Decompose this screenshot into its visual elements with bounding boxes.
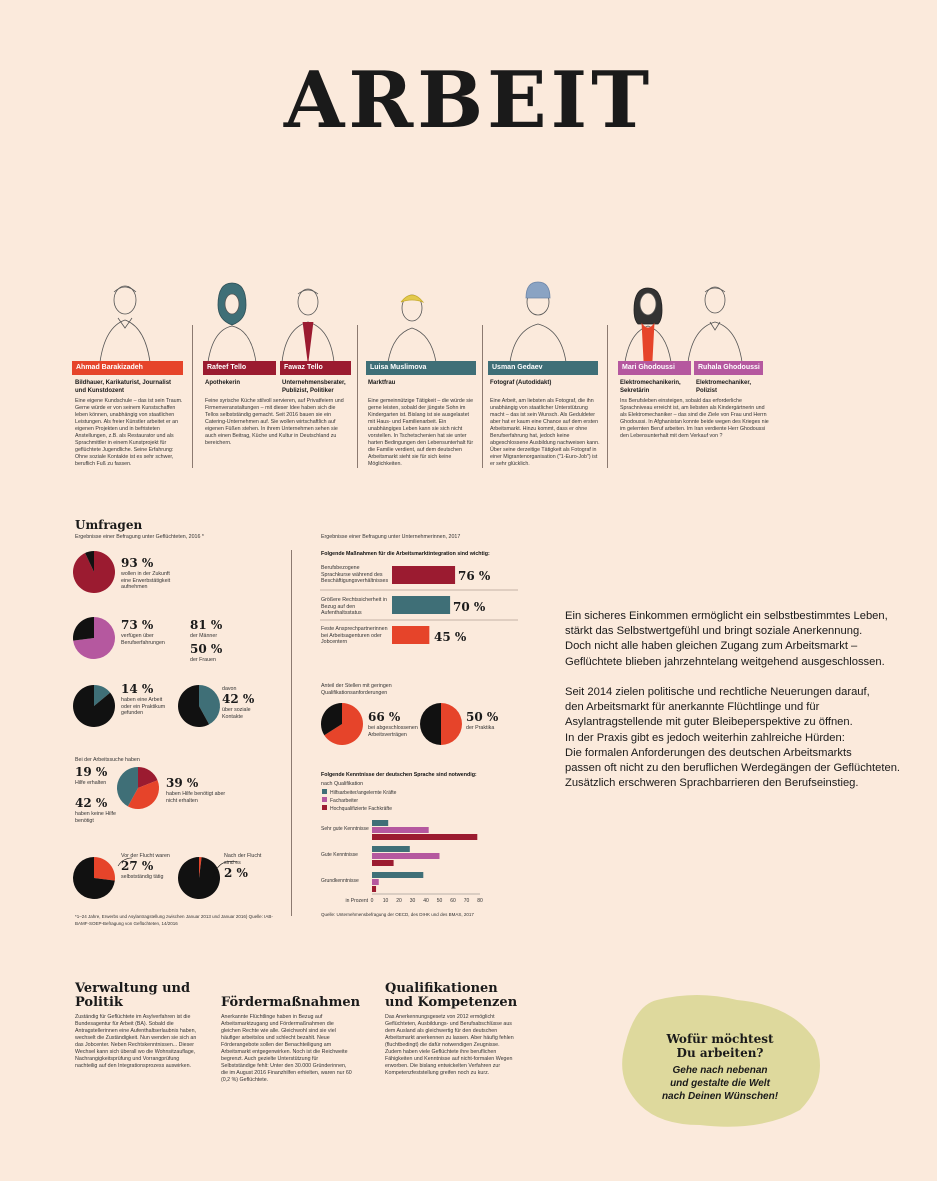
role-ahmad: Bildhauer, Karikaturist, Journalist und Kunstdozent xyxy=(75,380,172,394)
role-fawaz: Unternehmensberater, Publizist, Politiker xyxy=(282,380,346,394)
legend-swatch xyxy=(322,805,327,810)
x-tick-label: 0 xyxy=(370,898,374,904)
lead-line: Seit 2014 zielen politische und rechtliche Neuerungen darauf, xyxy=(565,686,870,699)
x-tick-label: 70 xyxy=(463,898,470,904)
source2: Quelle: Unternehmensbefragung der OECD, des DIHK und des BMAS, 2017 xyxy=(321,912,474,917)
legend-label: Hochqualifizierte Fachkräfte xyxy=(330,806,392,812)
name-fawaz: Fawaz Tello xyxy=(280,361,351,375)
lead-line: passen oft nicht zu den beruflichen Werdegängen der Geflüchteten. xyxy=(565,762,901,775)
pie-27 xyxy=(94,857,115,881)
measure-bar xyxy=(392,566,455,584)
lang-bar xyxy=(372,827,429,833)
language-bar-chart xyxy=(316,786,516,906)
portrait-illustrations xyxy=(60,280,880,362)
stat-label: haben eine Arbeit oder ein Praktikum gefunden xyxy=(121,697,166,716)
umfragen-right-subtitle: Ergebnisse einer Befragung unter Unternehmerinnen, 2017 xyxy=(321,534,461,540)
stat-label: haben keine Hilfe benötigt xyxy=(75,811,116,824)
section-verwaltung-text: Zuständig für Geflüchtete im Asylverfahren ist die Bundesagentur für Arbeit (BA). Sobald die Antragstellerinnen eine Aufenthaltserlaubnis haben, wechselt die Zuständigkeit. Nun wenden sie sich an das Jobcenter. Neben Rechtskenntnissen... Dieser Wechsel kann sich überall wo die Wohnsitzauflage, Nachrangigkeitsprüfung und Vorrangprüfung nachteilig auf den Integrationsprozess auswirken. xyxy=(75,1014,197,1069)
lang-title: Folgende Kenntnisse der deutschen Sprache sind notwendig: xyxy=(321,772,477,778)
portrait-ruhala xyxy=(688,287,742,362)
bio-ghodoussi: Ins Berufsleben einsteigen, sobald das erforderliche Sprachniveau erreicht ist, am liebsten als Kindergärtnerin und als Elektromechaniker – das sind die Ziele von Frau und Herrn Ghodoussi. In Afghanistan konnte beide wegen des Krieges nie im gelernten Beruf arbeiten. Im Iran verdiente Herr Ghodoussi den Lebensunterhalt mit dem Verkauf von ? xyxy=(620,398,769,439)
x-tick-label: 20 xyxy=(396,898,402,904)
x-tick-label: 10 xyxy=(382,898,389,904)
stat-label: der Männer xyxy=(190,633,218,639)
pie-73 xyxy=(73,617,94,641)
bubble-answer: Gehe nach nebenan und gestalte die Welt nach Deinen Wünschen! xyxy=(661,1065,779,1102)
speech-bubble xyxy=(617,995,827,1130)
lang-bar xyxy=(372,846,410,852)
stat-pct: 50 % xyxy=(190,642,223,656)
quali-label: der Praktika xyxy=(466,725,495,731)
portrait-luisa xyxy=(388,295,436,362)
name-usman: Usman Gedaev xyxy=(488,361,598,375)
pie-50 xyxy=(420,703,441,745)
section-foerder-text: Anerkannte Flüchtlinge haben in Bezug auf Arbeitsmarktzugang und Fördermaßnahmen die gleichen Rechte wie alle. Gleichwohl sind sie viel häufiger arbeitslos und schlecht bezahlt. Neue Förderangebote sollen der Benachteiligung am Arbeitsmarkt entgegenwirken. Noch ist die Reichweite begrenzt. Auch gezielte Unterstützung für Selbstständige fehlt: Unter den 30.000 Gründerinnen, die im August 2016 Finanzhilfen erhielten, waren nur 60 (0,2 %) Geflüchtete. xyxy=(221,1014,352,1083)
separator xyxy=(607,325,608,468)
section-quali-title: Qualifikationen und Kompetenzen xyxy=(385,981,518,1010)
name-ruhala: Ruhala Ghodoussi xyxy=(694,361,763,375)
name-luisa: Luisa Muslimova xyxy=(366,361,476,375)
legend-swatch xyxy=(322,789,327,794)
lead-line xyxy=(565,670,925,685)
quali-label: bei abgeschlossenen Arbeitsverträgen xyxy=(368,725,418,738)
x-tick-label: 30 xyxy=(409,898,416,904)
measure-bar xyxy=(392,626,429,644)
x-tick-label: 80 xyxy=(477,898,483,904)
stat-pct: 2 % xyxy=(224,866,248,880)
lead-line: Doch nicht alle haben gleichen Zugang zum Arbeitsmarkt – xyxy=(565,640,858,653)
separator xyxy=(482,325,483,468)
search-label: Bei der Arbeitssuche haben xyxy=(75,757,140,763)
separator xyxy=(192,325,193,468)
lang-bar xyxy=(372,853,440,859)
role-usman: Fotograf (Autodidakt) xyxy=(490,380,552,386)
umfragen-divider xyxy=(291,550,292,916)
stat-pct: 42 % xyxy=(222,692,255,706)
lead-text xyxy=(565,609,925,791)
separator xyxy=(357,325,358,468)
stat-label: haben Hilfe benötigt aber nicht erhalten xyxy=(166,791,226,804)
portrait-usman xyxy=(510,282,566,362)
portrait-mari xyxy=(625,288,671,362)
name-mari: Mari Ghodoussi xyxy=(618,361,691,375)
stat-pre: Nach der Flucht sind es xyxy=(224,853,262,866)
role-luisa: Marktfrau xyxy=(368,380,396,386)
bubble-question: Wofür möchtest Du arbeiten? xyxy=(666,1032,774,1060)
portrait-ahmad xyxy=(100,286,150,362)
measure-pct: 70 % xyxy=(453,600,486,614)
portrait-fawaz xyxy=(282,289,334,362)
name-ahmad: Ahmad Barakizadeh xyxy=(72,361,183,375)
pie-50 xyxy=(441,703,462,745)
stat-label: wollen in der Zukunft eine Erwerbstätigkeit aufnehmen xyxy=(121,571,171,590)
stat-pct: 14 % xyxy=(121,682,154,696)
category-label: Grundkenntnisse xyxy=(321,878,359,884)
quali-pct: 50 % xyxy=(466,710,499,724)
section-quali-text: Das Anerkennungsgesetz von 2012 ermöglicht Geflüchteten, Ausbildungs- und Berufsabschlüsse aus dem Ausland als gleichwertig für den deutschen Arbeitsmarkt anerkennen zu lassen. Aber häufig fehlen (fluchtbedingt) die dafür notwendigen Zeugnisse. Zudem haben viele Geflüchtete ihre beruflichen Fähigkeiten und Kenntnisse auf nicht-formalen Wegen erworben. Die bislang entwickelten Verfahren zur Kompetenzfeststellung greifen noch zu kurz. xyxy=(385,1014,514,1076)
lang-bar xyxy=(372,834,477,840)
role-mari: Elektromechanikerin, Sekretärin xyxy=(620,380,681,394)
quali-title: Anteil der Stellen mit geringen Qualifikationsanforderungen xyxy=(321,683,392,696)
x-tick-label: 40 xyxy=(423,898,429,904)
measure-label: Größere Rechtssicherheit in Bezug auf den Aufenthaltsstatus xyxy=(321,597,387,616)
lead-line: Asylantragstellende mit guter Bleibeperspektive zu öffnen. xyxy=(565,716,853,729)
section-verwaltung-title: Verwaltung und Politik xyxy=(75,981,191,1010)
role-ruhala: Elektromechaniker, Polizist xyxy=(696,380,752,394)
lead-line: Ein sicheres Einkommen ermöglicht ein selbstbestimmtes Leben, xyxy=(565,610,888,622)
page-title: ARBEIT xyxy=(283,55,654,146)
stat-pct: 42 % xyxy=(75,796,108,810)
lang-bar xyxy=(372,886,376,892)
stat-pct: 27 % xyxy=(121,859,154,873)
lead-line: den Arbeitsmarkt für anerkannte Flüchtlinge und für xyxy=(565,701,820,714)
lang-bar xyxy=(372,879,379,885)
lang-bar xyxy=(372,820,388,826)
x-tick-label: 50 xyxy=(436,898,443,904)
stat-pre: davon xyxy=(222,686,237,692)
lead-line: In der Praxis gibt es jedoch weiterhin zahlreiche Hürden: xyxy=(565,731,845,744)
bio-ahmad: Eine eigene Kundschule – das ist sein Traum. Gerne würde er von seinem Kunstschaffen leben können, unabhängig von staatlichen Leistungen. Als freier Künstler arbeitet er an eigenen Projekten und in befristeten Anstellungen, z.B. als Restaurator und als Sprachmittler in einem Kunstprojekt für geflüchtete Jugendliche. Seine Erfahrung: Ohne soziale Kontakte ist es sehr schwer, beruflich Fuß zu fassen. xyxy=(75,398,183,467)
stat-label: Hilfe erhalten xyxy=(75,780,107,786)
lang-subtitle: nach Qualifikation xyxy=(321,781,364,787)
lead-line: Die formalen Anforderungen des deutschen Arbeitsmarkts xyxy=(565,746,852,759)
stat-pct: 19 % xyxy=(75,765,108,779)
portrait-rafeef xyxy=(208,283,256,362)
stat-label: selbstständig tätig xyxy=(121,874,164,880)
stat-pct: 81 % xyxy=(190,618,223,632)
lead-line: Zusätzlich erschweren Sprachbarrieren den Berufseinstieg. xyxy=(565,777,859,790)
category-label: Gute Kenntnisse xyxy=(321,852,358,858)
bio-luisa: Eine gemeinnützige Tätigkeit – die würde sie gerne leisten, sobald der jüngste Sohn im Kindergarten ist. Bislang ist sie ausgelastet mit Haus- und Familienarbeit. Ein unabhängiges Leben kann sie sich nicht vorstellen. In Tschetschenien hat sie unter harten Bedingungen den Lebensunterhalt für die Familie verdient, auf dem deutschen Arbeitsmarkt sieht sie für sich keine Möglichkeiten. xyxy=(368,398,474,467)
stat-pre: Vor der Flucht waren xyxy=(121,853,170,859)
x-tick-label: 60 xyxy=(450,898,456,904)
measure-label: Feste Ansprechpartnerinnen bei Arbeitsagenturen oder Jobcentern xyxy=(321,626,388,645)
measures-title: Folgende Maßnahmen für die Arbeitsmarktintegration sind wichtig: xyxy=(321,551,490,557)
bio-tello: Feine syrische Küche stilvoll servieren, auf Privatfeiern und Firmenveranstaltungen – mit dieser Idee haben sich die Tellos selbstständig gemacht. Seit 2016 bauen sie ein Catering-Unternehmen auf. Sie wollen wirtschaftlich auf eigenen Füßen stehen. In ihrem Unternehmen sehen sie auch einen Beitrag, Küche und Kultur in Deutschland zu bereichern. xyxy=(205,398,344,446)
umfragen-title: Umfragen xyxy=(75,518,143,532)
x-axis-label: in Prozent xyxy=(345,898,368,904)
footnote: *1–24 Jahre, Erwerbs und Asylantragstellung zwischen Januar 2013 und Januar 2016) Quelle: IAB-BAMF-SOEP-Befragung von Geflüchteten, 14/2016 xyxy=(75,914,273,926)
legend-label: Hilfsarbeiter/angelernte Kräfte xyxy=(330,790,397,796)
quali-pct: 66 % xyxy=(368,710,401,724)
lang-bar xyxy=(372,872,423,878)
lang-bar xyxy=(372,860,394,866)
stat-label: über soziale Kontakte xyxy=(222,707,251,720)
measure-pct: 45 % xyxy=(434,630,467,644)
lead-line: Geflüchtete blieben jahrzehntelang weitgehend ausgeschlossen. xyxy=(565,655,885,668)
legend-label: Facharbeiter xyxy=(330,798,359,804)
bio-usman: Eine Arbeit, am liebsten als Fotograf, die ihn unabhängig von staatlicher Unterstützung macht – das ist sein Wunsch. Als Geduldeter aber hat er kaum eine Chance auf dem ersten Arbeitsmarkt. Hinzu kommt, dass er ohne Berufserfahrung hat, jedoch keine abgeschlossene Ausbildung nachweisen kann. Über seine derzeitige Tätigkeit als Fotograf in einer Migrantenorganisation ("1-Euro-Job") ist er sehr glücklich. xyxy=(490,398,600,467)
stat-label: verfügen über Berufserfahrungen xyxy=(121,633,165,646)
legend-swatch xyxy=(322,797,327,802)
role-rafeef: Apothekerin xyxy=(205,380,241,386)
measure-label: Berufsbezogene Sprachkurse während des Beschäftigungsverhältnisses xyxy=(321,565,389,584)
measure-pct: 76 % xyxy=(458,569,491,583)
stat-pct: 39 % xyxy=(166,776,199,790)
section-foerder-title: Fördermaßnahmen xyxy=(221,995,361,1010)
name-rafeef: Rafeef Tello xyxy=(203,361,276,375)
stat-pct: 93 % xyxy=(121,556,154,570)
stat-label: der Frauen xyxy=(190,657,216,663)
stat-pct: 73 % xyxy=(121,618,154,632)
umfragen-left-subtitle: Ergebnisse einer Befragung unter Geflüchteten, 2016 * xyxy=(75,534,204,540)
lead-line: stärkt das Selbstwertgefühl und bringt soziale Anerkennung. xyxy=(565,625,863,638)
measure-bar xyxy=(392,596,450,614)
category-label: Sehr gute Kenntnisse xyxy=(321,826,369,832)
